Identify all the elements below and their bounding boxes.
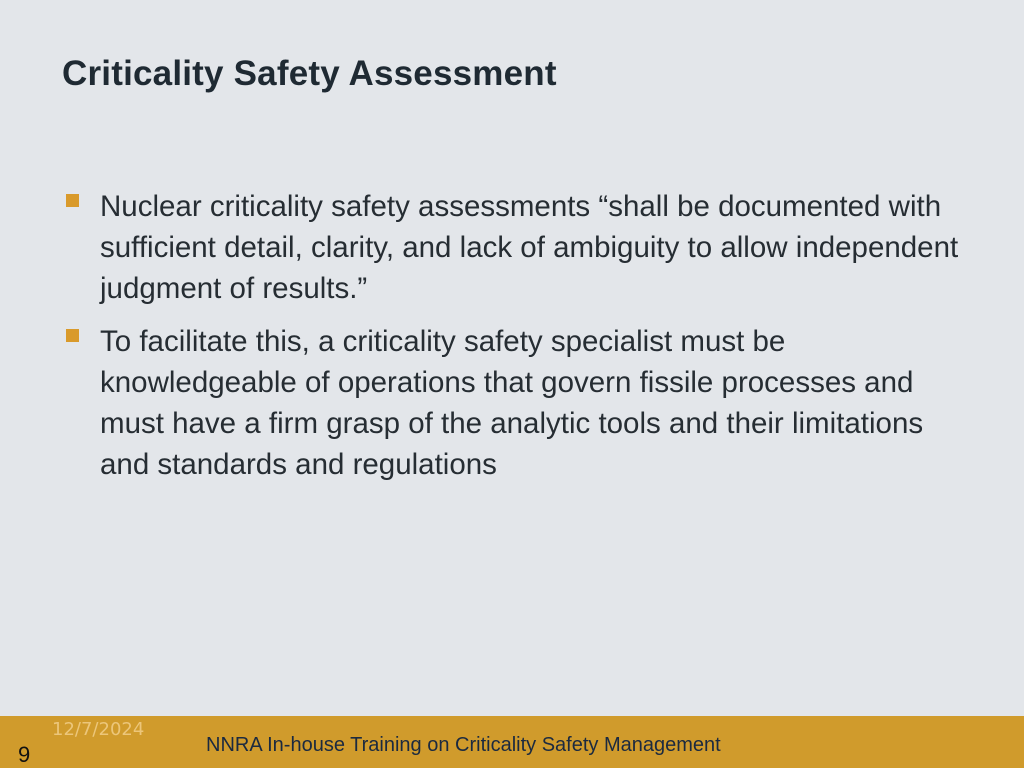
page-number: 9 xyxy=(18,742,31,767)
footer-date: 12/7/2024 xyxy=(52,719,145,740)
square-bullet-icon xyxy=(66,194,79,207)
bullet-list xyxy=(66,186,966,497)
bullet-text: Nuclear criticality safety assessments “shall be documented with sufficient detail, clarity, and lack of ambiguity to allow independent judgment of results.” xyxy=(100,190,959,305)
footer-title: NNRA In-house Training on Criticality Safety Management xyxy=(206,734,721,756)
bullet-text: To facilitate this, a criticality safety specialist must be knowledgeable of operations that govern fissile processes and must have a firm grasp of the analytic tools and their limitations and standards and regulations xyxy=(100,325,924,481)
square-bullet-icon xyxy=(66,329,79,342)
bullet-item xyxy=(66,186,966,309)
slide-title: Criticality Safety Assessment xyxy=(62,54,557,93)
bullet-item xyxy=(66,321,966,485)
